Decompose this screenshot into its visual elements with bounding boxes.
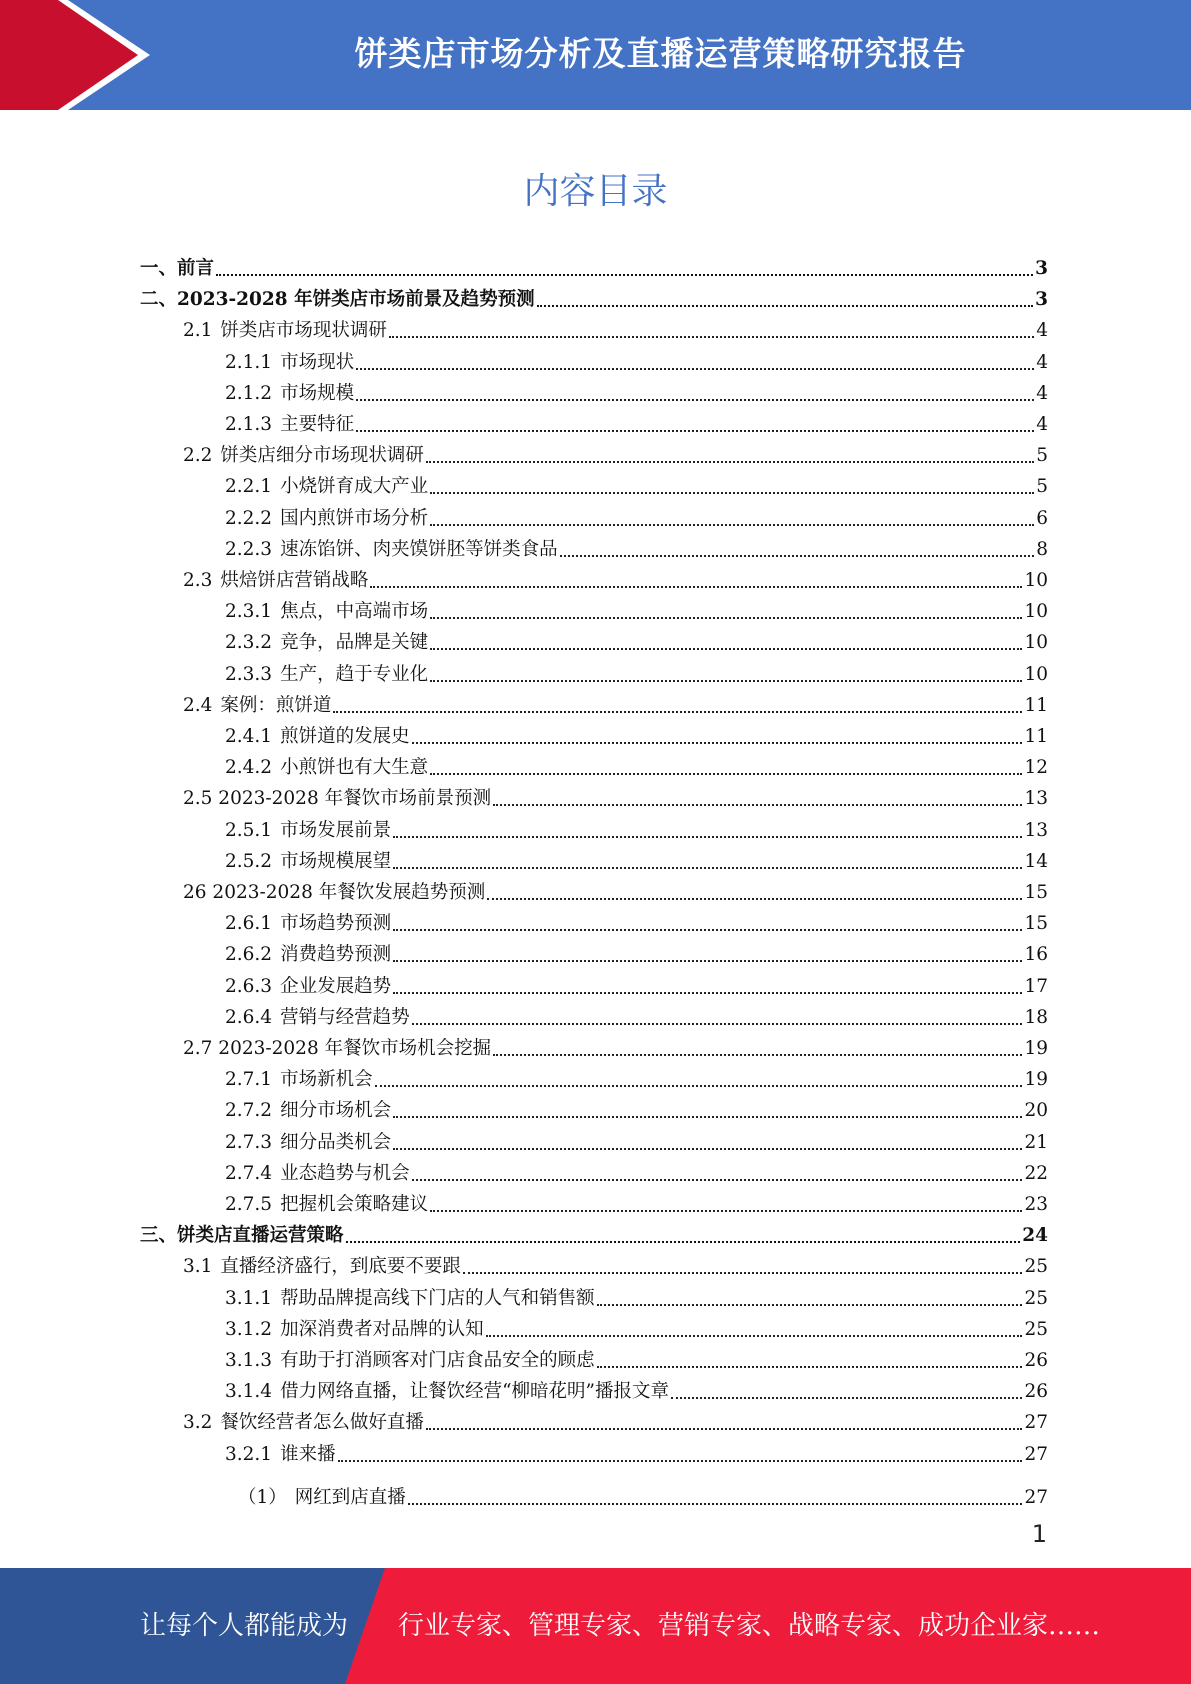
toc-entry-label: 速冻馅饼、肉夹馍饼胚等饼类食品: [280, 538, 558, 560]
toc-entry-page: 12: [1024, 757, 1048, 779]
toc-dot-leader: [486, 1335, 1023, 1337]
toc-entry[interactable]: [183, 564, 1048, 592]
toc-entry-label: 市场发展前景: [280, 819, 392, 841]
toc-entry[interactable]: [183, 439, 1048, 467]
toc-entry-label: 小煎饼也有大生意: [280, 757, 429, 779]
toc-dot-leader: [389, 336, 1034, 338]
toc-entry-number: 2.6.2: [225, 944, 273, 966]
toc-entry-page: 27: [1024, 1443, 1048, 1465]
toc-entry[interactable]: [225, 533, 1048, 561]
toc-entry-number: 3.1: [183, 1256, 213, 1278]
toc-entry-label: 谁来播: [280, 1443, 336, 1465]
toc-entry-number: 2.1.3: [225, 414, 273, 435]
toc-entry-page: 14: [1024, 850, 1048, 872]
toc-dot-leader: [412, 742, 1023, 744]
toc-entry-label: 业态趋势与机会: [280, 1162, 410, 1184]
toc-entry-page: 27: [1024, 1412, 1048, 1434]
toc-entry[interactable]: [183, 1406, 1048, 1434]
toc-entry[interactable]: [225, 595, 1048, 623]
toc-entry-label: 市场规模: [280, 382, 355, 404]
toc-dot-leader: [338, 1460, 1023, 1462]
toc-entry-number: 2.1.1: [225, 351, 273, 373]
toc-entry-number: 2.6.1: [225, 913, 273, 935]
toc-entry-label: 把握机会策略建议: [280, 1194, 429, 1215]
toc-dot-leader: [430, 680, 1022, 682]
toc-entry-page: 24: [1022, 1225, 1048, 1247]
toc-entry-page: 11: [1024, 694, 1048, 716]
toc-entry-label: 网红到店直播: [294, 1486, 406, 1508]
toc-entry[interactable]: [225, 720, 1048, 748]
toc-entry-page: 13: [1024, 788, 1048, 810]
toc-entry-number: （1）: [238, 1486, 287, 1508]
toc-entry[interactable]: [225, 470, 1048, 498]
toc-entry-label: 饼类店细分市场现状调研: [220, 445, 424, 467]
toc-entry[interactable]: [225, 1282, 1048, 1310]
toc-entry-page: 19: [1024, 1069, 1048, 1091]
toc-entry-page: 26: [1024, 1350, 1048, 1371]
toc-entry[interactable]: [140, 283, 1048, 311]
toc-entry[interactable]: [225, 1094, 1048, 1122]
toc-entry-number: 2.2: [183, 445, 213, 467]
toc-dot-leader: [493, 804, 1022, 806]
toc-entry[interactable]: [225, 626, 1048, 654]
toc-entry[interactable]: [238, 1481, 1048, 1509]
toc-entry-label: 饼类店市场现状调研: [220, 320, 387, 342]
toc-dot-leader: [597, 1366, 1023, 1368]
toc-dot-leader: [393, 836, 1022, 838]
toc-entry-page: 10: [1024, 570, 1048, 591]
toc-entry-number: 3.1.3: [225, 1350, 273, 1371]
page-number: 1: [1031, 1520, 1047, 1548]
toc-entry[interactable]: [183, 689, 1048, 717]
toc-dot-leader: [671, 1397, 1022, 1399]
footer-slogan-left: 让每个人都能成为: [140, 1611, 349, 1641]
toc-entry-page: 11: [1024, 726, 1048, 747]
toc-entry-label: 主要特征: [280, 414, 355, 435]
toc-entry[interactable]: [225, 814, 1048, 842]
toc-entry-number: 2.1: [183, 320, 213, 342]
toc-entry-page: 10: [1024, 601, 1048, 623]
toc-entry[interactable]: [225, 1126, 1048, 1154]
toc-entry[interactable]: [225, 502, 1048, 530]
toc-entry-page: 8: [1036, 538, 1048, 560]
toc-entry[interactable]: [225, 845, 1048, 873]
toc-entry-label: 有助于打消顾客对门店食品安全的顾虑: [280, 1350, 595, 1371]
toc-entry[interactable]: [225, 1001, 1048, 1029]
toc-entry-page: 18: [1024, 1006, 1048, 1028]
toc-entry-page: 19: [1024, 1038, 1048, 1059]
toc-entry-label: 营销与经营趋势: [280, 1006, 410, 1028]
toc-dot-leader: [333, 711, 1022, 713]
toc-dot-leader: [430, 648, 1022, 650]
toc-dot-leader: [430, 1210, 1022, 1212]
toc-title: 内容目录: [523, 171, 668, 212]
toc-dot-leader: [430, 492, 1034, 494]
toc-dot-leader: [375, 1085, 1023, 1087]
toc-entry[interactable]: [225, 346, 1048, 374]
toc-entry-label: 帮助品牌提高线下门店的人气和销售额: [280, 1287, 595, 1309]
toc-entry-label: 焦点，中高端市场: [280, 601, 429, 623]
toc-entry-label: 竞争，品牌是关键: [280, 632, 429, 654]
toc-entry-number: 三、: [140, 1225, 178, 1247]
toc-entry-page: 17: [1024, 975, 1048, 997]
toc-entry[interactable]: [225, 1188, 1048, 1216]
toc-dot-leader: [393, 1148, 1022, 1150]
toc-entry-number: 二、: [140, 289, 178, 311]
toc-entry-page: 10: [1024, 632, 1048, 654]
toc-entry[interactable]: [225, 658, 1048, 686]
toc-entry-number: 2.4.2: [225, 757, 273, 779]
toc-entry[interactable]: [225, 938, 1048, 966]
toc-entry-label: 细分市场机会: [280, 1100, 392, 1122]
toc-entry-number: 2.7.2: [225, 1100, 273, 1122]
toc-entry[interactable]: [225, 1438, 1048, 1466]
toc-dot-leader: [597, 1304, 1023, 1306]
footer-slogan-right: 行业专家、管理专家、营销专家、战略专家、成功企业家……: [398, 1611, 1101, 1641]
toc-entry-page: 15: [1024, 913, 1048, 935]
toc-entry-label: 企业发展趋势: [280, 975, 392, 997]
toc-entry-page: 25: [1024, 1318, 1048, 1340]
toc-entry[interactable]: [225, 408, 1048, 436]
toc-entry-page: 25: [1024, 1287, 1048, 1309]
toc-dot-leader: [393, 929, 1022, 931]
toc-entry-page: 4: [1036, 351, 1048, 373]
toc-entry-page: 15: [1024, 882, 1048, 903]
toc-dot-leader: [356, 399, 1034, 401]
toc-dot-leader: [430, 617, 1022, 619]
header-banner: [0, 0, 1191, 110]
toc-dot-leader: [393, 867, 1022, 869]
toc-entry-number: 3.2: [183, 1412, 213, 1434]
toc-entry-page: 3: [1035, 258, 1048, 279]
toc-entry-label: 消费趋势预测: [280, 944, 392, 966]
toc-entry-number: 一、: [140, 258, 178, 279]
toc-entry-label: 煎饼道的发展史: [280, 726, 410, 747]
toc-entry-page: 3: [1035, 289, 1048, 311]
toc-entry[interactable]: [225, 1063, 1048, 1091]
toc-entry-number: 2.7.4: [225, 1162, 273, 1184]
toc-entry[interactable]: [225, 907, 1048, 935]
toc-entry-label: 烘焙饼店营销战略: [220, 570, 369, 591]
toc-dot-leader: [370, 586, 1022, 588]
toc-dot-leader: [430, 773, 1022, 775]
toc-entry-label: 市场趋势预测: [280, 913, 392, 935]
toc-dot-leader: [408, 1503, 1023, 1505]
toc-entry-label: 市场新机会: [280, 1069, 373, 1091]
toc-dot-leader: [537, 305, 1034, 307]
toc-entry-label: 餐饮经营者怎么做好直播: [220, 1412, 424, 1434]
toc-entry-label: 国内煎饼市场分析: [280, 507, 429, 529]
toc-entry-label: 细分品类机会: [280, 1131, 392, 1153]
toc-entry-number: 2.7.5: [225, 1194, 273, 1215]
toc-entry-label: 加深消费者对品牌的认知: [280, 1318, 484, 1340]
toc-entry-number: 2.3.1: [225, 601, 273, 623]
toc-entry-page: 21: [1024, 1131, 1048, 1153]
toc-dot-leader: [393, 960, 1022, 962]
toc-entry-label: 2.5 2023-2028 年餐饮市场前景预测: [183, 788, 492, 810]
toc-dot-leader: [356, 430, 1034, 432]
toc-entry-label: 借力网络直播，让餐饮经营“柳暗花明”播报文章: [280, 1381, 669, 1403]
toc-entry-label: 市场规模展望: [280, 850, 392, 872]
toc-entry-label: 直播经济盛行，到底要不要跟: [220, 1256, 461, 1278]
toc-entry[interactable]: [225, 1157, 1048, 1185]
toc-entry-page: 16: [1024, 944, 1048, 966]
toc-entry-number: 2.4.1: [225, 726, 273, 747]
toc-entry-page: 5: [1036, 445, 1048, 467]
toc-entry[interactable]: [225, 1313, 1048, 1341]
toc-entry-page: 26: [1024, 1381, 1048, 1403]
toc-entry-page: 6: [1036, 507, 1048, 529]
toc-entry-number: 2.7.3: [225, 1131, 273, 1153]
toc-entry[interactable]: [140, 252, 1048, 280]
toc-entry[interactable]: [225, 1344, 1048, 1372]
toc-dot-leader: [393, 992, 1022, 994]
toc-dot-leader: [346, 1241, 1021, 1243]
toc-entry-page: 4: [1036, 382, 1048, 404]
toc-entry[interactable]: [225, 1375, 1048, 1403]
toc-entry-number: 2.2.3: [225, 538, 273, 560]
toc-entry-number: 3.1.1: [225, 1287, 273, 1309]
toc-entry-label: 小烧饼育成大产业: [280, 476, 429, 498]
toc-dot-leader: [216, 274, 1033, 276]
toc-entry-page: 27: [1024, 1486, 1048, 1508]
toc-entry-label: 26 2023-2028 年餐饮发展趋势预测: [183, 882, 486, 903]
toc-entry-page: 13: [1024, 819, 1048, 841]
toc-entry-number: 3.2.1: [225, 1443, 273, 1465]
toc-entry-page: 4: [1036, 320, 1048, 342]
toc-entry-label: 案例：煎饼道: [220, 694, 332, 716]
toc-entry-number: 3.1.4: [225, 1381, 273, 1403]
toc-entry-label: 生产，趋于专业化: [280, 663, 429, 685]
toc-entry[interactable]: [183, 876, 1048, 904]
toc-dot-leader: [430, 524, 1034, 526]
toc-entry-number: 2.1.2: [225, 382, 273, 404]
toc-entry-page: 22: [1024, 1162, 1048, 1184]
toc-dot-leader: [412, 1023, 1023, 1025]
toc-entry-number: 3.1.2: [225, 1318, 273, 1340]
toc-dot-leader: [412, 1179, 1023, 1181]
toc-entry-label: 市场现状: [280, 351, 355, 373]
toc-entry-page: 10: [1024, 663, 1048, 685]
toc-entry-number: 2.5.1: [225, 819, 273, 841]
toc-entry-page: 20: [1024, 1100, 1048, 1122]
toc-dot-leader: [426, 1428, 1023, 1430]
toc-entry[interactable]: [183, 1250, 1048, 1278]
toc-entry-page: 25: [1024, 1256, 1048, 1278]
footer-banner: [0, 1568, 1191, 1684]
toc-dot-leader: [487, 898, 1022, 900]
toc-entry-number: 2.5.2: [225, 850, 273, 872]
toc-entry[interactable]: [140, 1219, 1048, 1247]
toc-entry-number: 2.7.1: [225, 1069, 273, 1091]
toc-dot-leader: [493, 1054, 1022, 1056]
toc-entry[interactable]: [183, 314, 1048, 342]
toc-entry-number: 2.3: [183, 570, 213, 591]
toc-entry[interactable]: [225, 970, 1048, 998]
toc-dot-leader: [356, 368, 1034, 370]
toc-entry[interactable]: [225, 377, 1048, 405]
toc-entry-label: 饼类店直播运营策略: [177, 1225, 344, 1247]
toc-entry-number: 2.6.4: [225, 1006, 273, 1028]
toc-dot-leader: [463, 1272, 1023, 1274]
toc-entry[interactable]: [225, 751, 1048, 779]
toc-entry-number: 2.2.1: [225, 476, 273, 498]
toc-entry-number: 2.3.3: [225, 663, 273, 685]
toc-entry-page: 4: [1036, 414, 1048, 435]
toc-entry[interactable]: [183, 1032, 1048, 1060]
toc-entry-page: 5: [1036, 476, 1048, 498]
toc-entry-label: 2.7 2023-2028 年餐饮市场机会挖掘: [183, 1038, 492, 1059]
toc-entry-label: 2023-2028 年饼类店市场前景及趋势预测: [177, 289, 535, 311]
toc-entry-page: 23: [1024, 1194, 1048, 1215]
toc-entry-number: 2.2.2: [225, 507, 273, 529]
toc-entry[interactable]: [183, 782, 1048, 810]
header-title: 饼类店市场分析及直播运营策略研究报告: [354, 34, 967, 73]
toc-dot-leader: [426, 461, 1034, 463]
toc-entry-label: 前言: [177, 258, 215, 279]
toc-entry-number: 2.6.3: [225, 975, 273, 997]
toc-entry-number: 2.4: [183, 694, 213, 716]
toc-entry-number: 2.3.2: [225, 632, 273, 654]
toc-dot-leader: [393, 1116, 1022, 1118]
toc-dot-leader: [560, 555, 1035, 557]
